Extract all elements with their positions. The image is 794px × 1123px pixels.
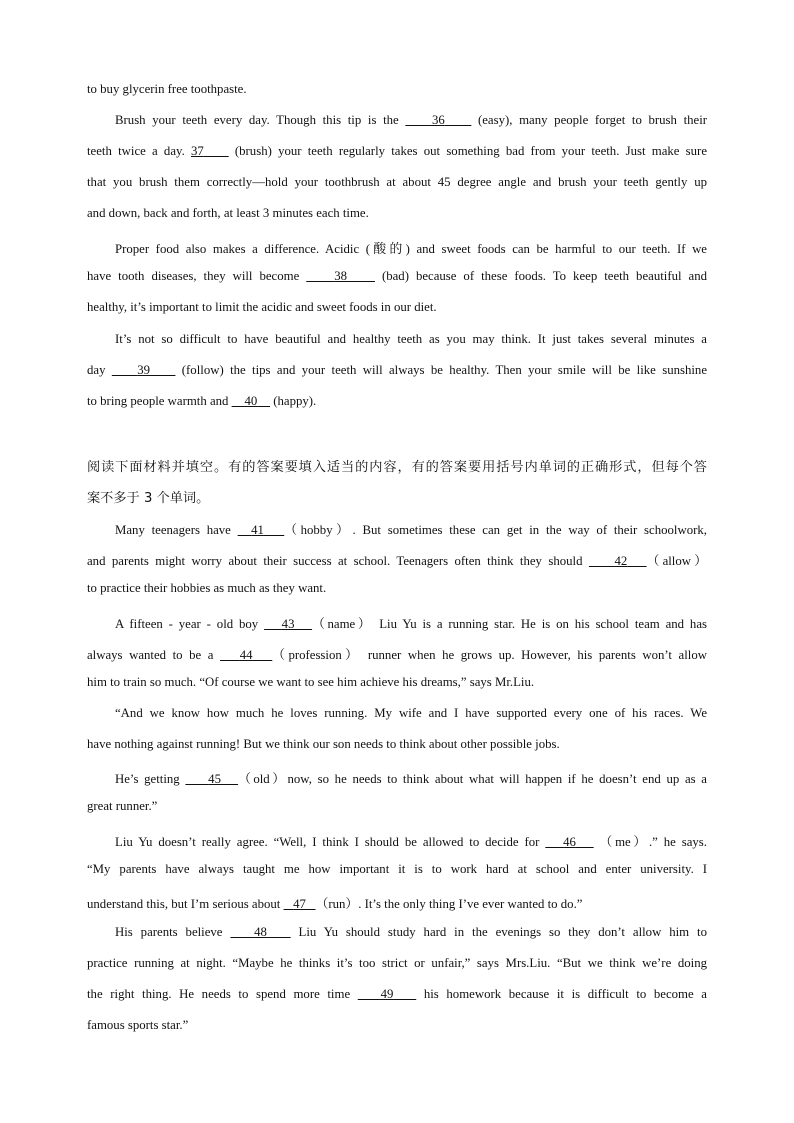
text-line: to bring people warmth and 40 (happy). bbox=[87, 394, 317, 408]
text-line: famous sports star.” bbox=[87, 1018, 189, 1032]
blank-46[interactable]: 46 bbox=[563, 835, 576, 849]
text-line: day 39 (follow) the tips and your teeth will always be healthy. Then your smile will be like sunshine bbox=[87, 363, 707, 377]
blank-45[interactable]: 45 bbox=[208, 772, 221, 786]
blank-41[interactable]: 41 bbox=[251, 523, 264, 537]
text-line: to buy glycerin free toothpaste. bbox=[87, 82, 247, 96]
text-line: have tooth diseases, they will become 38 (bad) because of these foods. To keep teeth beautiful and bbox=[87, 269, 708, 283]
instructions-line-2: 案不多于 3 个单词。 bbox=[87, 491, 210, 506]
text-line: Brush your teeth every day. Though this tip is the 36 (easy), many people forget to brush their bbox=[115, 113, 708, 127]
text-line: Liu Yu doesn’t really agree. “Well, I think I should be allowed to decide for 46 （me）.” he says. bbox=[115, 835, 707, 849]
text-line: great runner.” bbox=[87, 799, 158, 813]
text-line: that you brush them correctly—hold your toothbrush at about 45 degree angle and brush your teeth gently up bbox=[87, 175, 707, 189]
text-line: It’s not so difficult to have beautiful and healthy teeth as you may think. It just takes several minutes a bbox=[115, 332, 707, 346]
text-line: He’s getting 45 （old）now, so he needs to think about what will happen if he doesn’t end up as a bbox=[115, 772, 707, 786]
text-line: Many teenagers have 41 （hobby）. But sometimes these can get in the way of their schoolwork, bbox=[115, 523, 707, 537]
instructions-line-1: 阅读下面材料并填空。有的答案要填入适当的内容，有的答案要用括号内单词的正确形式，但每个答 bbox=[87, 460, 707, 475]
text-line: Proper food also makes a difference. Acidic (酸的) and sweet foods can be harmful to our teeth. If we bbox=[115, 242, 707, 256]
blank-44[interactable]: 44 bbox=[239, 648, 253, 662]
blank-37[interactable]: 37 bbox=[190, 144, 204, 158]
text-line: teeth twice a day. 37 (brush) your teeth regularly takes out something bad from your teeth. Just make sure bbox=[87, 144, 708, 158]
blank-48[interactable]: 48 bbox=[254, 925, 267, 939]
text-line: healthy, it’s important to limit the acidic and sweet foods in our diet. bbox=[87, 300, 437, 314]
text-line: “And we know how much he loves running. My wife and I have supported every one of his races. We bbox=[115, 706, 707, 720]
blank-36[interactable]: 36 bbox=[431, 113, 445, 127]
text-line: and down, back and forth, at least 3 minutes each time. bbox=[87, 206, 369, 220]
blank-40[interactable]: 40 bbox=[244, 394, 258, 408]
blank-39[interactable]: 39 bbox=[137, 363, 151, 377]
text-line: A fifteen - year - old boy 43 （name） Liu Yu is a running star. He is on his school team and has bbox=[115, 617, 707, 631]
text-line: to practice their hobbies as much as they want. bbox=[87, 581, 327, 595]
blank-43[interactable]: 43 bbox=[281, 617, 295, 631]
text-line: understand this, but I’m serious about 47 （run）. It’s the only thing I’ve ever wanted to do.” bbox=[87, 897, 583, 911]
blank-38[interactable]: 38 bbox=[334, 269, 348, 283]
blank-42[interactable]: 42 bbox=[614, 554, 628, 568]
text-line: the right thing. He needs to spend more time 49 his homework because it is difficult to become a bbox=[87, 987, 707, 1001]
text-line: and parents might worry about their success at school. Teenagers often think they should 42 （allow） bbox=[87, 554, 708, 568]
text-line: always wanted to be a 44 （profession） runner when he grows up. However, his parents won’t allow bbox=[87, 648, 707, 662]
text-line: practice running at night. “Maybe he thinks it’s too strict or unfair,” says Mrs.Liu. “But we think we’re doing bbox=[87, 956, 707, 970]
text-line: His parents believe 48 Liu Yu should study hard in the evenings so they don’t allow him to bbox=[115, 925, 707, 939]
blank-47[interactable]: 47 bbox=[293, 897, 306, 911]
text-line: “My parents have always taught me how important it is to work hard at school and enter university. I bbox=[87, 862, 707, 876]
text-line: have nothing against running! But we think our son needs to think about other possible jobs. bbox=[87, 737, 560, 751]
blank-49[interactable]: 49 bbox=[380, 987, 394, 1001]
text-line: him to train so much. “Of course we want to see him achieve his dreams,” says Mr.Liu. bbox=[87, 675, 535, 689]
